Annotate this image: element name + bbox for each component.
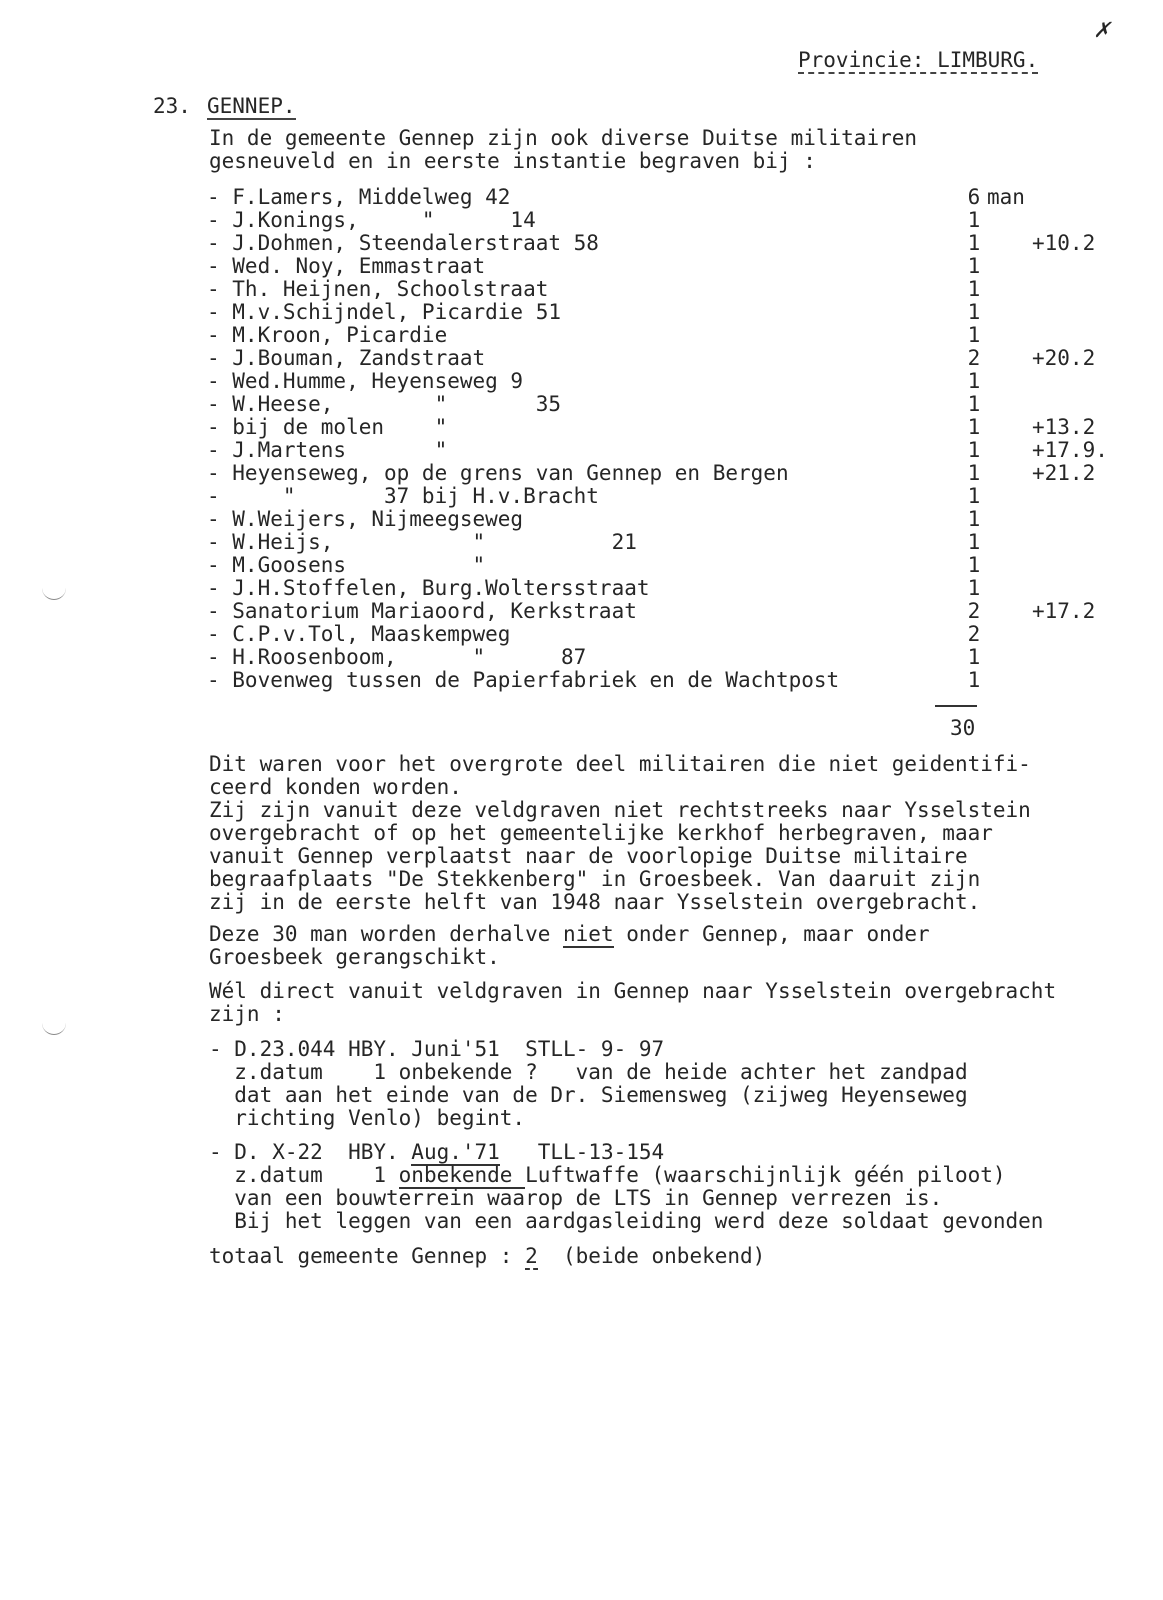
burial-row [0,669,1163,692]
para2-after: onder Gennep, maar onder [613,922,930,946]
entry2-line-4: Bij het leggen van een aardgasleiding werd deze soldaat gevonden [209,1209,1044,1233]
entry2-date: Aug.'71 [411,1140,500,1164]
total-note: (beide onbekend) [537,1244,766,1268]
burial-count: 1 [967,254,981,278]
burial-count: 1 [967,668,981,692]
burial-row [0,278,1163,301]
burial-location: - M.v.Schijndel, Picardie 51 [207,300,562,324]
burial-location: - Th. Heijnen, Schoolstraat [207,277,549,301]
burial-location: - W.Heese, " 35 [207,392,562,416]
burial-location: - Wed. Noy, Emmastraat [207,254,486,278]
burial-count: 1 [967,530,981,554]
para1-line-2: ceerd konden worden. [209,775,462,799]
total-label: totaal gemeente Gennep : [209,1244,526,1268]
total-line [209,1245,765,1268]
burial-count: 2 [967,599,981,623]
burial-row [0,646,1163,669]
burial-location: - W.Heijs, " 21 [207,530,637,554]
burial-row [0,324,1163,347]
burial-row [0,209,1163,232]
burial-location: - " 37 bij H.v.Bracht [207,484,599,508]
burial-row [0,485,1163,508]
burial-count: 1 [967,576,981,600]
entry1-line-1: - D.23.044 HBY. Juni'51 STLL- 9- 97 [209,1037,665,1061]
burial-location: - Bovenweg tussen de Papierfabriek en de Wachtpost [207,668,840,692]
burial-location: - W.Weijers, Nijmeegseweg [207,507,524,531]
burial-count: 1 [967,300,981,324]
burials-total: 30 [950,716,976,740]
burial-location: - M.Goosens " [207,553,486,577]
burial-date: +17.9. [1032,438,1108,462]
burial-date: +17.2 [1032,599,1096,623]
para2-emphasis: niet [563,922,614,946]
burial-count: 1 [967,277,981,301]
para1-line-3: Zij zijn vanuit deze veldgraven niet rechtstreeks naar Ysselstein [209,798,1031,822]
entry2-line-3: van een bouwterrein waarop de LTS in Gennep verrezen is. [209,1186,943,1210]
burial-count: 1 [967,438,981,462]
burial-count: 1 [967,507,981,531]
burial-location: - J.Martens " [207,438,448,462]
burial-location: - C.P.v.Tol, Maaskempweg [207,622,511,646]
burial-row [0,577,1163,600]
entry2-line2-a: z.datum 1 [209,1163,399,1187]
burial-row [0,347,1163,370]
burial-count: 1 [967,645,981,669]
burial-row [0,186,1163,209]
entry1-line-3: dat aan het einde van de Dr. Siemensweg (zijweg Heyenseweg [209,1083,968,1107]
burial-location: - Wed.Humme, Heyenseweg 9 [207,369,524,393]
burial-count: 1 [967,461,981,485]
total-value: 2 [525,1244,538,1268]
para1-line-5: vanuit Gennep verplaatst naar de voorlopige Duitse militaire [209,844,968,868]
burial-date: +20.2 [1032,346,1096,370]
burial-location: - Heyenseweg, op de grens van Gennep en Bergen [207,461,789,485]
burial-row [0,301,1163,324]
burial-row [0,554,1163,577]
intro-line-2: gesneuveld en in eerste instantie begraven bij : [209,149,816,173]
para3-line-2: zijn : [209,1002,285,1026]
burial-count: 2 [967,622,981,646]
burial-count: 1 [967,208,981,232]
para1-line-7: zij in de eerste helft van 1948 naar Ysselstein overgebracht. [209,890,981,914]
corner-check-mark: ✗ [1094,14,1110,44]
burial-location: - J.H.Stoffelen, Burg.Woltersstraat [207,576,650,600]
entry1-line-4: richting Venlo) begint. [209,1106,526,1130]
burial-row [0,232,1163,255]
burial-location: - J.Konings, " 14 [207,208,536,232]
burial-row [0,508,1163,531]
burial-unit: man [987,185,1025,209]
entry2-line2-underlined: onbekende [398,1163,526,1187]
burial-count: 1 [967,415,981,439]
burial-date: +13.2 [1032,415,1096,439]
burial-count: 1 [967,553,981,577]
burial-count: 1 [967,369,981,393]
para1-line-6: begraafplaats "De Stekkenberg" in Groesbeek. Van daaruit zijn [209,867,981,891]
para2-before: Deze 30 man worden derhalve [209,922,564,946]
burial-date: +10.2 [1032,231,1096,255]
entry2-line-1 [209,1141,664,1164]
entry2-rest: TLL-13-154 [499,1140,665,1164]
entry1-line-2: z.datum 1 onbekende ? van de heide achter het zandpad [209,1060,968,1084]
scan-hole-mark [42,1020,66,1035]
burial-row [0,531,1163,554]
total-rule [935,705,977,707]
para2-line-1 [209,923,930,946]
burial-count: 6 [967,185,981,209]
burial-row [0,462,1163,485]
burial-row [0,393,1163,416]
burial-location: - bij de molen " [207,415,448,439]
burial-row [0,255,1163,278]
entry2-line-2 [209,1164,1006,1187]
burial-row [0,439,1163,462]
burial-row [0,416,1163,439]
burial-location: - J.Bouman, Zandstraat [207,346,486,370]
burial-location: - H.Roosenboom, " 87 [207,645,587,669]
burial-date: +21.2 [1032,461,1096,485]
burial-location: - J.Dohmen, Steendalerstraat 58 [207,231,599,255]
burial-row [0,623,1163,646]
burial-location: - F.Lamers, Middelweg 42 [207,185,511,209]
burial-location: - Sanatorium Mariaoord, Kerkstraat [207,599,637,623]
burial-count: 2 [967,346,981,370]
section-number: 23. [153,94,191,118]
burial-count: 1 [967,484,981,508]
para2-line-2: Groesbeek gerangschikt. [209,945,500,969]
burial-row [0,370,1163,393]
entry2-line2-b: Luftwaffe (waarschijnlijk géén piloot) [525,1163,1006,1187]
province-heading: Provincie: LIMBURG. [798,48,1039,72]
burial-count: 1 [967,231,981,255]
para1-line-1: Dit waren voor het overgrote deel militairen die niet geidentifi- [209,752,1031,776]
burial-count: 1 [967,323,981,347]
section-title: GENNEP. [207,94,296,118]
para1-line-4: overgebracht of op het gemeentelijke kerkhof herbegraven, maar [209,821,993,845]
intro-line-1: In de gemeente Gennep zijn ook diverse Duitse militairen [209,126,918,150]
burial-location: - M.Kroon, Picardie [207,323,448,347]
entry2-prefix: - D. X-22 HBY. [209,1140,412,1164]
burial-row [0,600,1163,623]
para3-line-1: Wél direct vanuit veldgraven in Gennep naar Ysselstein overgebracht [209,979,1057,1003]
burial-count: 1 [967,392,981,416]
